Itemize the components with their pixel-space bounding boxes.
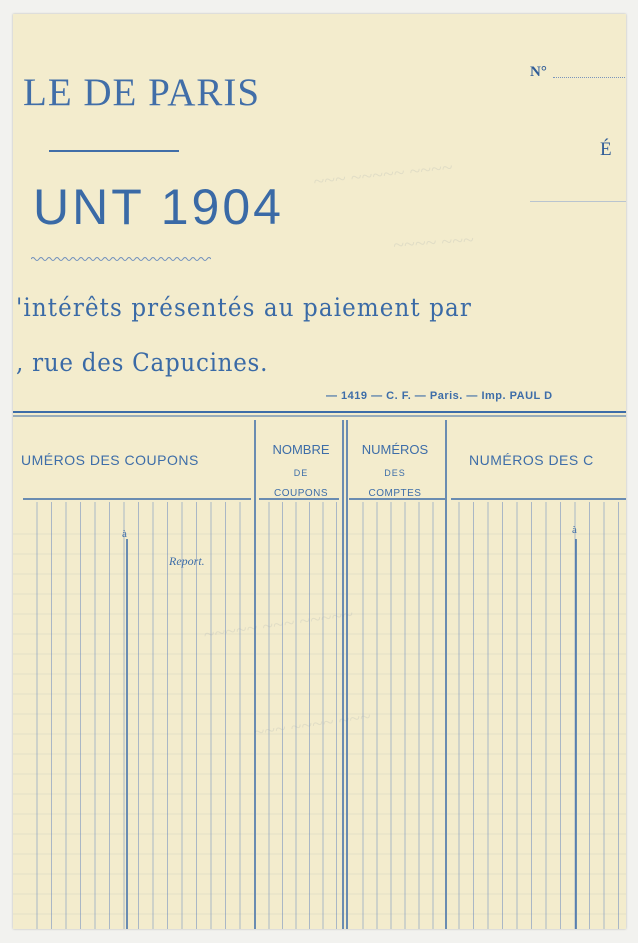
column-header-nombre-coupons: COUPONS [273,488,329,499]
column-header-numeros-des-coupons-2: NUMÉROS DES C [469,452,594,468]
bleed-through-writing: ~~~ ~~~~~ ~~~~ [312,156,454,194]
printer-line: — 1419 — C. F. — Paris. — Imp. PAUL D [326,390,553,402]
column-header-numeros-coupons: UMÉROS DES COUPONS [21,452,199,468]
right-edge-letter: É [600,139,612,160]
description-line-1: 'intérêts présentés au paiement par [16,293,472,322]
bleed-through-writing: ~~~~ ~~~ [392,229,475,257]
document-title: LE DE PARIS [23,71,261,114]
column-header-numeros-des: DES [384,468,406,478]
column-header-nombre: NOMBRE [272,442,330,457]
bleed-through-writing: ~~~~~ ~~~ ~~~~~ [202,603,355,647]
column-header-numeros: NUMÉROS [361,442,429,457]
column-header-nombre-de: DE [293,468,309,478]
column-header-numeros-comptes: COMPTES [368,488,422,499]
bleed-through-writing: ~~~ ~~~~ ~~~ [251,705,373,745]
document-heading: UNT 1904 [33,179,284,235]
numero-label: N° [530,64,547,80]
range-marker: à [572,524,577,536]
document-page [13,14,626,929]
range-marker: à [122,528,127,540]
report-label: Report. [169,554,205,568]
description-line-2: , rue des Capucines. [16,348,269,377]
